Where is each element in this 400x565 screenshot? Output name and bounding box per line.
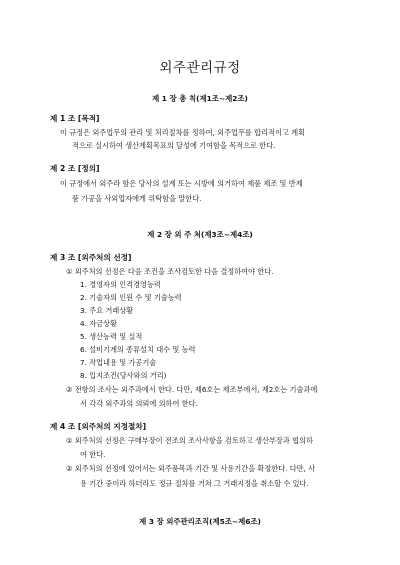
article-3-condition-8: 8. 입지조건(당사와의 거리) — [80, 371, 167, 380]
article-4-item-1-line-1: ① 외주처의 선정은 구매부장이 전조의 조사사항을 검토하고 생산부장과 협의하 — [66, 436, 313, 445]
article-3-condition-2: 2. 기술자의 인원 수 및 기술능력 — [80, 293, 182, 302]
article-3-condition-7: 7. 작업내용 및 가공기술 — [80, 358, 157, 367]
article-3-condition-3: 3. 주요 거래상황 — [80, 306, 134, 315]
article-2-title: 제 2 조 [정의] — [50, 164, 100, 173]
chapter-2-heading: 제 2 장 외 주 처(제3조~제4조) — [147, 230, 253, 239]
article-1-line-2: 적으로 실시하여 생산계획목표의 달성에 기여함을 목적으로 한다. — [72, 141, 276, 150]
article-3-condition-5: 5. 생산능력 및 실적 — [80, 332, 143, 341]
article-4-item-1-line-2: 여 한다. — [80, 450, 106, 459]
article-4-title: 제 4 조 [외주처의 지정절차] — [50, 422, 147, 431]
article-3-condition-6: 6. 설비기계의 종류설치 대수 및 능력 — [80, 345, 196, 354]
article-4-item-2-line-1: ② 외주처의 선정에 있어서는 외주품목과 기간 및 사용기간을 확정한다. 다만, 사 — [66, 464, 316, 473]
article-3-condition-1: 1. 경영자의 인격경영능력 — [80, 280, 161, 289]
article-3-item-2-line-1: ② 전항의 조사는 외주과에서 한다. 다만, 제6호는 제조부에서, 제2호는 기술과에 — [66, 385, 318, 394]
article-4-item-2-line-2: 용 기간 중이라 하더라도 정규 절차를 거쳐 그 거래지정을 취소할 수 있다. — [80, 479, 309, 488]
article-3-condition-4: 4. 자금상황 — [80, 319, 117, 328]
article-3-title: 제 3 조 [외주처의 선정] — [50, 253, 132, 262]
article-1-title: 제 1 조 [목적] — [50, 114, 100, 123]
article-2-line-1: 이 규정에서 외주라 함은 당사의 설계 또는 시방에 의거하여 제품 제조 및 반제 — [60, 179, 303, 188]
article-3-item-1: ① 외주처의 선정은 다음 조건을 조사검토한 다음 결정하여야 한다. — [66, 267, 274, 276]
article-1-line-1: 이 규정은 외주업무의 관리 및 처리절차를 정하여, 외주업무를 합리적이고 계획 — [60, 128, 306, 137]
article-3-item-2-line-2: 서 각각 외주과의 의뢰에 의하여 한다. — [80, 399, 198, 408]
article-2-line-2: 품 가공을 사외업자에게 위탁함을 말한다. — [72, 194, 202, 203]
document-title: 외주관리규정 — [159, 60, 241, 76]
chapter-3-heading: 제 3 장 외주관리조직(제5조~제6조) — [139, 517, 261, 526]
chapter-1-heading: 제 1 장 총 칙(제1조~제2조) — [152, 94, 248, 103]
